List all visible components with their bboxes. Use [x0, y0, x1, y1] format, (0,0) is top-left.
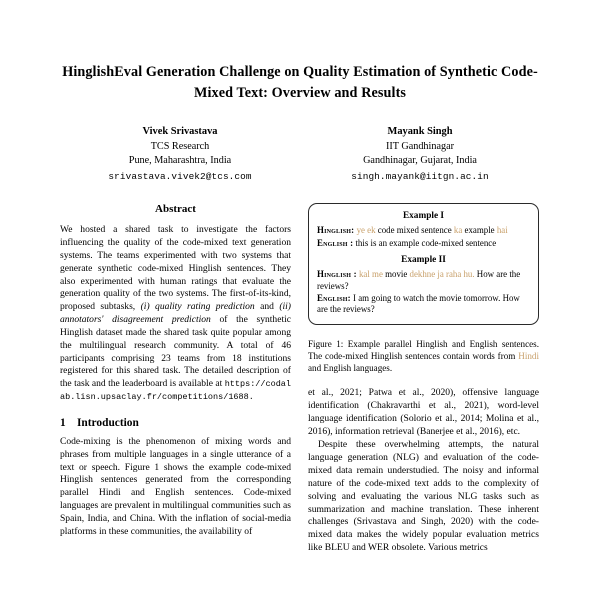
author-block-2: [300, 125, 540, 183]
example-1-hinglish-line: [317, 225, 530, 236]
english-label: English :: [317, 237, 354, 248]
example-1-english-text: [353, 238, 496, 248]
abstract-between: and: [254, 301, 280, 313]
english-word: I am going to watch the movie tomorrow. How are the reviews?: [317, 293, 520, 315]
abstract-part2: of the synthetic Hinglish dataset made the shared task quite popular among the multilingual research community. A total of 46 participants comprising 23 teams from 18 institutions registered for this shared task. The detailed description of the task and the leaderboard is available at: [60, 314, 291, 390]
author-block-1: [60, 125, 300, 183]
page-title: HinglishEval Generation Challenge on Quality Estimation of Synthetic Code-Mixed Text: Overview and Results: [62, 64, 538, 101]
caption-part2: and English languages.: [308, 363, 393, 374]
caption-hindi-word: Hindi: [518, 350, 539, 361]
introduction-heading: [60, 417, 291, 429]
right-column: [308, 203, 539, 555]
example-2-title: Example II: [401, 255, 446, 266]
abstract-part1: We hosted a shared task to investigate the factors influencing the quality of the code-mixed text generation systems. The teams experimented with two systems that generate synthetic code-mixed Hinglish sentences. They also experimented with human ratings that evaluate the generation quality of the two systems. The first-of-its-kind, proposed subtasks,: [60, 224, 291, 313]
hindi-word: ye ek: [354, 225, 378, 236]
english-word: example: [464, 225, 497, 236]
section-title: Introduction: [77, 416, 139, 429]
abstract-text: [60, 224, 291, 404]
two-column-body: [60, 203, 540, 555]
caption-spacer: [308, 374, 539, 387]
figure-1-box: [308, 203, 539, 325]
hinglish-label: Hinglish:: [317, 225, 355, 236]
example-1-english-line: [317, 238, 530, 249]
leaderboard-url[interactable]: https://codalab.lisn.upsaclay.fr/competitions/1688.: [60, 379, 291, 403]
author-affiliation: IIT Gandhinagar: [386, 140, 454, 152]
english-word: How are the reviews?: [317, 269, 521, 291]
example-2-hinglish-line: [317, 269, 530, 292]
english-label: English:: [317, 293, 351, 304]
author-location: Gandhinagar, Gujarat, India: [363, 155, 477, 167]
abstract-section: [60, 203, 291, 404]
hindi-word: hai: [496, 225, 508, 236]
abstract-subtask-1: (i) quality rating prediction: [140, 301, 255, 313]
english-word: code mixed sentence: [377, 225, 454, 236]
abstract-heading: Abstract: [155, 203, 196, 216]
english-word: this is an example code-mixed sentence: [353, 237, 497, 248]
figure-1-caption: [308, 338, 539, 374]
right-column-paragraph-continued: et al., 2021; Patwa et al., 2020), offensive language identification (Chakravarthi et al., 2021), word-level language identification (Solorio et al., 2014; Molina et al., 2016), information retrieval (Banerjee et al., 2016), etc.: [308, 387, 539, 437]
english-word: movie: [385, 269, 410, 280]
author-name: Vivek Srivastava: [142, 126, 218, 138]
caption-part1: Figure 1: Example parallel Hinglish and English sentences. The code-mixed Hinglish sentences contain words from: [308, 338, 539, 361]
abstract-subtask-2: (ii) annotators' disagreement prediction: [60, 301, 291, 326]
author-list: [60, 125, 540, 183]
section-number: 1: [60, 416, 66, 429]
hindi-word: dekhne ja raha hu.: [409, 269, 477, 280]
hindi-word: kal me: [356, 269, 386, 280]
example-1-title: Example I: [402, 211, 445, 222]
example-1-hinglish-text: [354, 225, 507, 235]
example-2-english-line: [317, 293, 530, 316]
right-column-paragraph-next: Despite these overwhelming attempts, the natural language generation (NLG) and evaluation of the code-mixed data remain understudied. The noisy and informal nature of the code-mixed text adds to the complexity of solving and evaluating the various NLG tasks such as summarization and machine translation. These inherent challenges (Srivastava and Singh, 2020) with the code-mixed data makes the widely popular evaluation metrics like BLEU and WER obsolete. Various metrics: [308, 439, 539, 554]
hinglish-label: Hinglish :: [317, 269, 357, 280]
hindi-word: ka: [453, 225, 465, 236]
introduction-paragraph: Code-mixing is the phenomenon of mixing words and phrases from multiple languages in a single utterance of a text or speech. Figure 1 shows the example code-mixed Hinglish sentences generated from the corresponding parallel Hindi and English sentences. Code-mixed languages are prevalent in multilingual communities such as Spain, India, and China. With the inflation of social-media platforms in these communities, the availability of: [60, 435, 291, 537]
author-location: Pune, Maharashtra, India: [128, 155, 232, 167]
left-column: [60, 203, 291, 555]
author-name: Mayank Singh: [387, 126, 453, 138]
author-email[interactable]: singh.mayank@iitgn.ac.in: [351, 170, 489, 182]
author-affiliation: TCS Research: [150, 140, 210, 152]
author-email[interactable]: srivastava.vivek2@tcs.com: [108, 170, 252, 182]
